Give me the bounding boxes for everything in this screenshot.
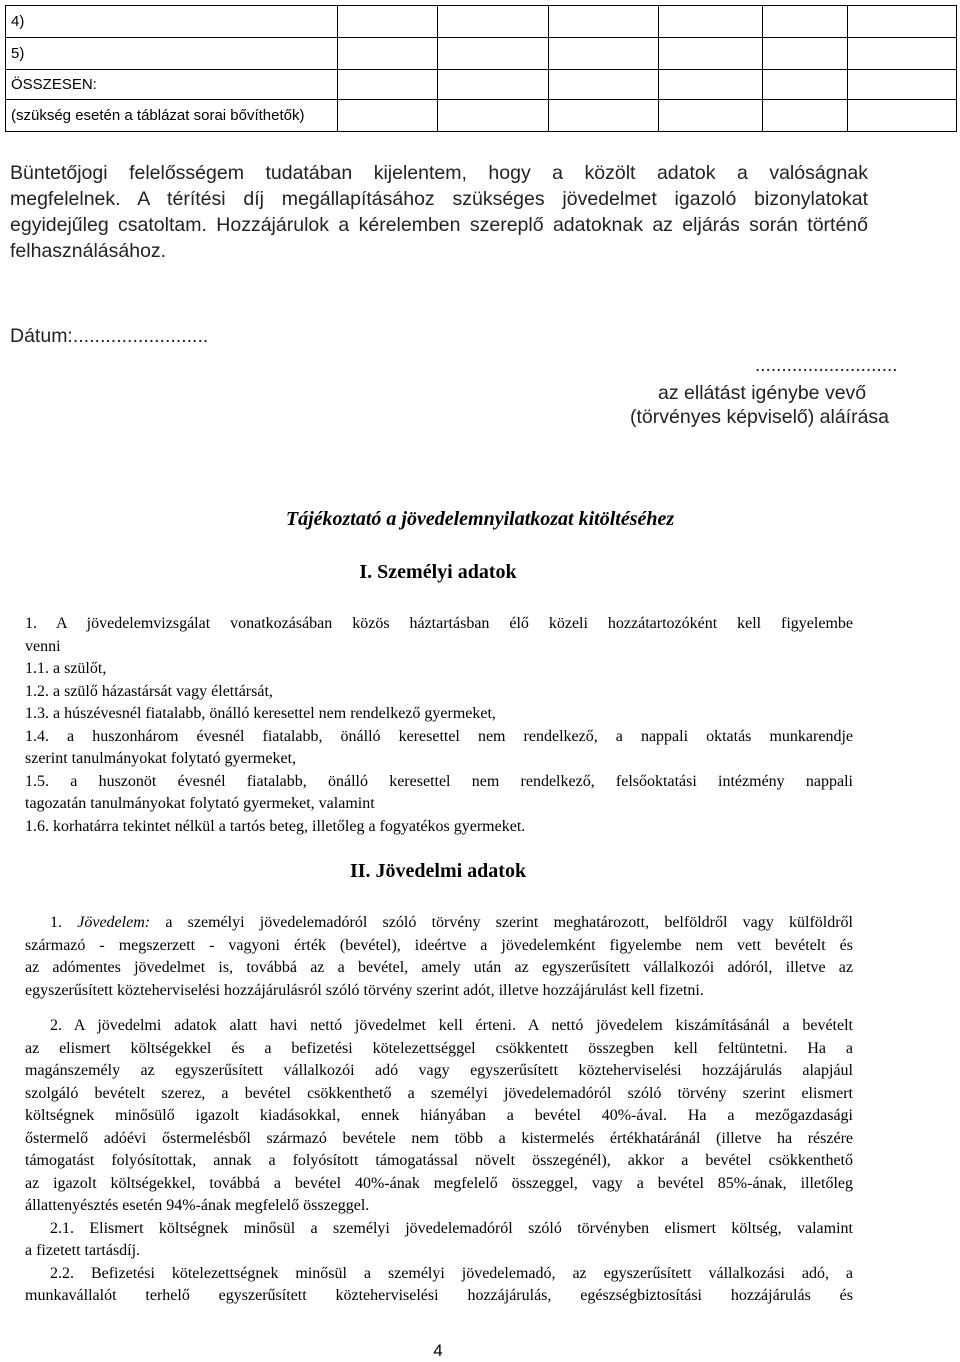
declaration-line: megfelelnek. A térítési díj megállapításához szükséges jövedelmet igazoló bizonylatokat [10,188,868,210]
table-cell[interactable] [659,6,763,38]
table-cell[interactable] [438,38,549,70]
table-cell[interactable] [338,6,438,38]
section2-line: szolgáló bevételt szerez, a bevétel csökkenthető a személyi jövedelemadóról szóló törvény szerint elismert [25,1084,853,1102]
section1-line: 1.6. korhatárra tekintet nélkül a tartós beteg, illetőleg a fogyatékos gyermeket. [25,817,526,835]
term-jovedelem: Jövedelem: [77,914,151,931]
section1-line: 1.4. a huszonhárom évesnél fiatalabb, önálló keresettel nem rendelkező, a nappali oktatás munkarendje [25,727,853,745]
table-row-label: 4) [6,6,338,38]
section2-line: munkavállalót terhelő egyszerűsített közteherviselési hozzájárulás, egészségbiztosítási hozzájárulás és [25,1287,853,1304]
section2-paragraph1 [25,912,853,1002]
section1-line: 1. A jövedelemvizsgálat vonatkozásában közös háztartásban élő közeli hozzátartozóként kell figyelembe [25,615,853,632]
table-cell[interactable] [659,70,763,100]
table-row [6,70,957,100]
section1-line: szerint tanulmányokat folytató gyermeket, [25,750,297,767]
section1-line: 1.3. a húszévesnél fiatalabb, önálló keresettel nem rendelkező gyermeket, [25,705,496,722]
income-table [5,5,957,132]
table-cell[interactable] [763,100,848,132]
section1-line: 1.2. a szülő házastársát vagy élettársát, [25,682,273,700]
table-cell[interactable] [848,70,957,100]
section2-line: költségnek minősülő igazolt kiadásokkal, ennek hiányában a bevétel 40%-ával. Ha a mezőgazdasági [25,1107,853,1124]
table-cell[interactable] [763,70,848,100]
section1-title: I. Személyi adatok [359,561,517,583]
table-cell[interactable] [549,38,659,70]
declaration-paragraph [10,160,868,264]
table-row [6,6,957,38]
declaration-line: egyidejűleg csatoltam. Hozzájárulok a kérelemben szereplő adatoknak az eljárás során történő [10,214,868,236]
section2-line: támogatást folyósítottak, annak a folyósított támogatással növelt összegénél), akkor a bevétel csökkenthető [25,1152,853,1169]
table-cell[interactable] [338,100,438,132]
section2-line: 2.1. Elismert költségnek minősül a személyi jövedelemadóról szóló törvényben elismert költség, valamint [50,1219,853,1237]
table-cell[interactable] [848,38,957,70]
section1-body [25,613,853,838]
section2-line: 2.2. Befizetési kötelezettségnek minősül a személyi jövedelemadó, az egyszerűsített vállalkozási adó, a [50,1264,853,1282]
table-row-label: ÖSSZESEN: [6,70,338,100]
table-cell[interactable] [438,100,549,132]
table-row [6,38,957,70]
page-number: 4 [433,1341,443,1360]
paragraph-number: 1. [50,914,78,931]
section2-line: az adómentes jövedelmet is, továbbá az a bevétel, amely után az egyszerűsített vállalkozói adóról, illetve az [25,959,853,976]
section2-line: az elismert költségekkel és a befizetési kötelezettséggel csökkentett összegben kell feltüntetni. Ha a [25,1039,853,1057]
declaration-line: Büntetőjogi felelősségem tudatában kijelentem, hogy a közölt adatok a valóságnak [10,162,868,184]
signature-caption-line1: az ellátást igénybe vevő [658,382,867,404]
table-cell[interactable] [763,6,848,38]
table-row-label: 5) [6,38,338,70]
date-field[interactable]: Dátum:......................... [10,325,209,347]
table-cell[interactable] [549,6,659,38]
info-title: Tájékoztató a jövedelemnyilatkozat kitöltéséhez [285,508,675,530]
section2-paragraph2 [25,1015,853,1308]
table-cell[interactable] [659,100,763,132]
section2-line: állattenyésztés esetén 94%-ának megfelelő összeggel. [25,1197,370,1214]
section1-line: 1.5. a huszonöt évesnél fiatalabb, önálló keresettel nem rendelkező, felsőoktatási intézmény nappali [25,772,853,790]
table-cell[interactable] [549,70,659,100]
table-cell[interactable] [338,70,438,100]
table-cell[interactable] [848,6,957,38]
table-cell[interactable] [338,38,438,70]
table-cell[interactable] [659,38,763,70]
table-row-label: (szükség esetén a táblázat sorai bővíthetők) [6,100,338,132]
section2-line: egyszerűsített közteherviselési hozzájárulásról szóló törvény szerint adót, illetve hozzájárulást kell fizetni. [25,981,704,999]
section2-line: magánszemély az egyszerűsített vállalkozói adó vagy egyszerűsített közteherviselési hozzájárulás alapjául [25,1062,853,1079]
section2-line: őstermelő adóévi őstermelésből származó bevétele nem több a kistermelés értékhatáránál (illetve ha részére [25,1129,853,1147]
declaration-line: felhasználásához. [10,240,167,262]
table-cell[interactable] [438,6,549,38]
signature-line[interactable]: ........................... [755,355,898,376]
table-row [6,100,957,132]
section2-title: II. Jövedelmi adatok [349,860,527,882]
section2-line: származó - megszerzett - vagyoni érték (bevétel), ideértve a jövedelemként figyelembe nem vett bevételt és [25,936,853,954]
section1-line: venni [25,637,61,655]
signature-caption-line2: (törvényes képviselő) aláírása [630,406,890,428]
paragraph-text: a személyi jövedelemadóról szóló törvény szerint meghatározott, belföldről vagy külföldről [150,914,854,931]
table-cell[interactable] [549,100,659,132]
table-cell[interactable] [763,38,848,70]
section1-line: 1.1. a szülőt, [25,660,107,677]
table-cell[interactable] [848,100,957,132]
section1-line: tagozatán tanulmányokat folytató gyermeket, valamint [25,795,375,812]
section2-line: a fizetett tartásdíj. [25,1242,141,1259]
section2-line: 2. A jövedelmi adatok alatt havi nettó jövedelmet kell érteni. A nettó jövedelem kiszámításánál a bevételt [50,1017,853,1034]
section2-line [25,912,853,935]
section2-line: az igazolt költségekkel, továbbá a bevétel 40%-ának megfelelő összeggel, vagy a bevétel 85%-ának, illetőleg [25,1174,853,1192]
table-cell[interactable] [438,70,549,100]
